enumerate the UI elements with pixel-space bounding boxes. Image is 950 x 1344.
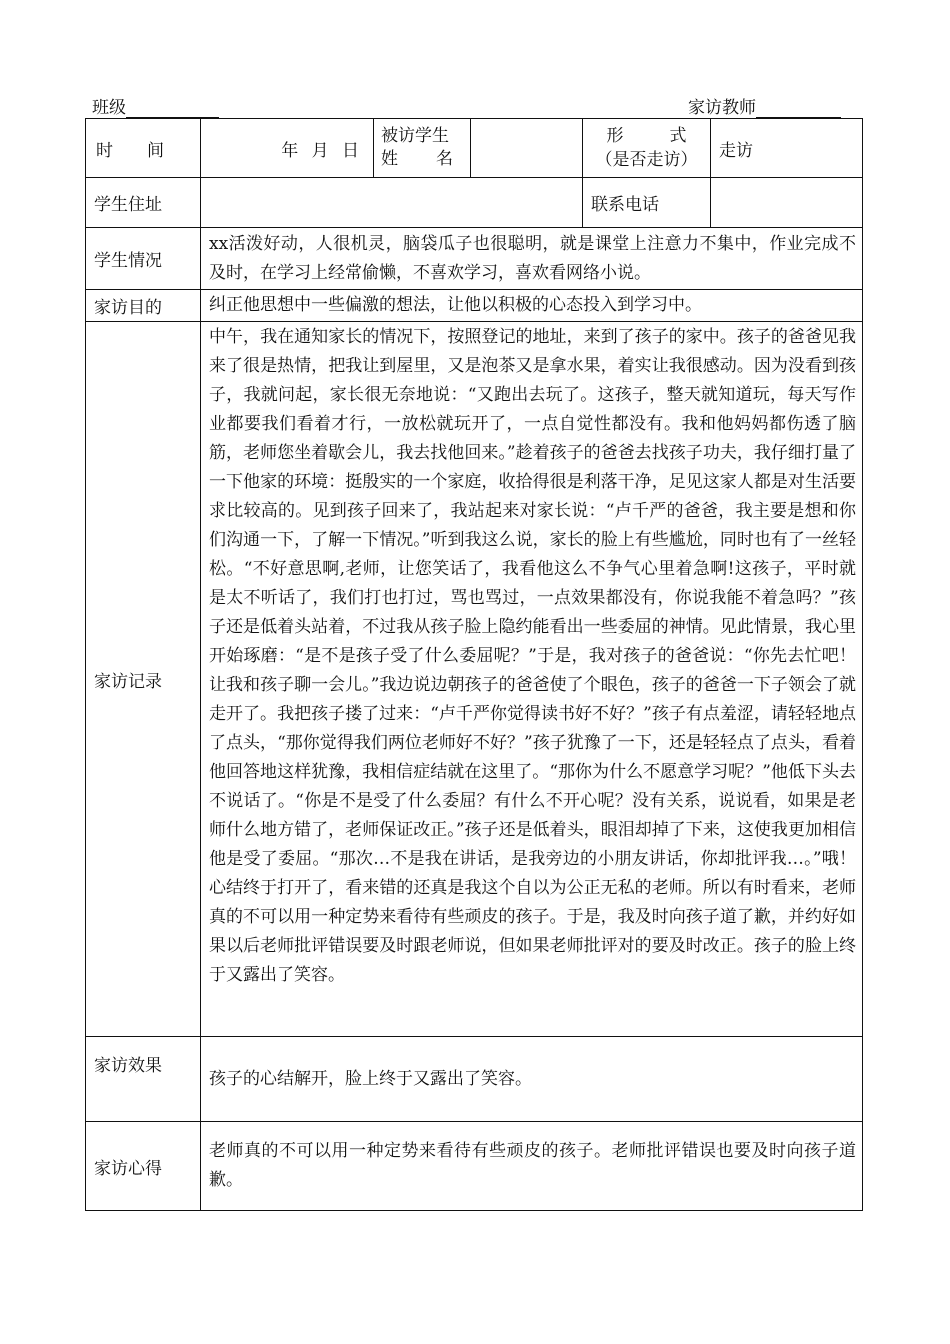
row-purpose — [86, 290, 863, 322]
effect-text: 孩子的心结解开，脸上终于又露出了笑容。 — [201, 1037, 863, 1122]
row-effect — [86, 1037, 863, 1122]
record-text: 中午，我在通知家长的情况下，按照登记的地址，来到了孩子的家中。孩子的爸爸见我来了很是热情，把我让到屋里，又是泡茶又是拿水果，着实让我很感动。因为没看到孩子，我就问起，家长很无奈地说：“又跑出去玩了。这孩子，整天就知道玩，每天写作业都要我们看着才行，一放松就玩开了，一点自觉性都没有。我和他妈妈都伤透了脑筋，老师您坐着歇会儿，我去找他回来。”趁着孩子的爸爸去找孩子功夫，我仔细打量了一下他家的环境：挺殷实的一个家庭，收拾得很是利落干净，足见这家人都是对生活要求比较高的。见到孩子回来了，我站起来对家长说：“卢千严的爸爸，我主要是想和你们沟通一下，了解一下情况。”听到我这么说，家长的脸上有些尴尬，同时也有了一丝轻松。“不好意思啊,老师，让您笑话了，我看他这么不争气心里着急啊!这孩子，平时就是太不听话了，我们打也打过，骂也骂过，一点效果都没有，你说我能不着急吗？”孩子还是低着头站着，不过我从孩子脸上隐约能看出一些委屈的神情。见此情景，我心里开始琢磨：“是不是孩子受了什么委屈呢？”于是，我对孩子的爸爸说：“你先去忙吧！让我和孩子聊一会儿。”我边说边朝孩子的爸爸使了个眼色，孩子的爸爸一下子领会了就走开了。我把孩子搂了过来：“卢千严你觉得读书好不好？”孩子有点羞涩，请轻轻地点了点头，“那你觉得我们两位老师好不好？”孩子犹豫了一下，还是轻轻点了点头，看着他回答地这样犹豫，我相信症结就在这里了。“那你为什么不愿意学习呢？”他低下头去不说话了。“你是不是受了什么委屈？有什么不开心呢？没有关系，说说看，如果是老师什么地方错了，老师保证改正。”孩子还是低着头，眼泪却掉了下来，这使我更加相信他是受了委屈。“那次…不是我在讲话，是我旁边的小朋友讲话，你却批评我…。”哦！心结终于打开了，看来错的还真是我这个自以为公正无私的老师。所以有时看来，老师真的不可以用一种定势来看待有些顽皮的孩子。于是，我及时向孩子道了歉，并约好如果以后老师批评错误要及时跟老师说，但如果老师批评对的要及时改正。孩子的脸上终于又露出了笑容。 — [201, 322, 863, 1037]
student-name-value — [471, 119, 583, 178]
date-value: 年 月 日 — [201, 119, 374, 178]
row-address — [86, 178, 863, 228]
form-value: 走访 — [711, 119, 863, 178]
record-label: 家访记录 — [86, 322, 201, 1037]
insight-label: 家访心得 — [86, 1122, 201, 1211]
address-label: 学生住址 — [86, 178, 201, 228]
class-label: 班级 — [92, 98, 126, 118]
student-name-label: 被访学生 姓 名 — [374, 119, 471, 178]
purpose-label: 家访目的 — [86, 290, 201, 322]
class-blank — [126, 99, 219, 118]
phone-value — [711, 178, 863, 228]
row-record — [86, 322, 863, 1037]
row-time — [86, 119, 863, 178]
insight-text: 老师真的不可以用一种定势来看待有些顽皮的孩子。老师批评错误也要及时向孩子道歉。 — [201, 1122, 863, 1211]
effect-label: 家访效果 — [86, 1037, 201, 1122]
class-field — [92, 93, 219, 118]
situation-text: xx活泼好动，人很机灵，脑袋瓜子也很聪明，就是课堂上注意力不集中，作业完成不及时，在学习上经常偷懒，不喜欢学习，喜欢看网络小说。 — [201, 228, 863, 290]
phone-label: 联系电话 — [583, 178, 711, 228]
purpose-text: 纠正他思想中一些偏激的想法，让他以积极的心态投入到学习中。 — [201, 290, 863, 322]
teacher-blank — [756, 99, 841, 118]
teacher-field — [688, 93, 841, 118]
row-situation — [86, 228, 863, 290]
row-insight — [86, 1122, 863, 1211]
teacher-label: 家访教师 — [688, 98, 756, 118]
home-visit-form — [85, 118, 863, 1211]
situation-label: 学生情况 — [86, 228, 201, 290]
form-label: 形 式 （是否走访） — [583, 119, 711, 178]
time-label: 时 间 — [86, 119, 201, 178]
address-value — [201, 178, 583, 228]
